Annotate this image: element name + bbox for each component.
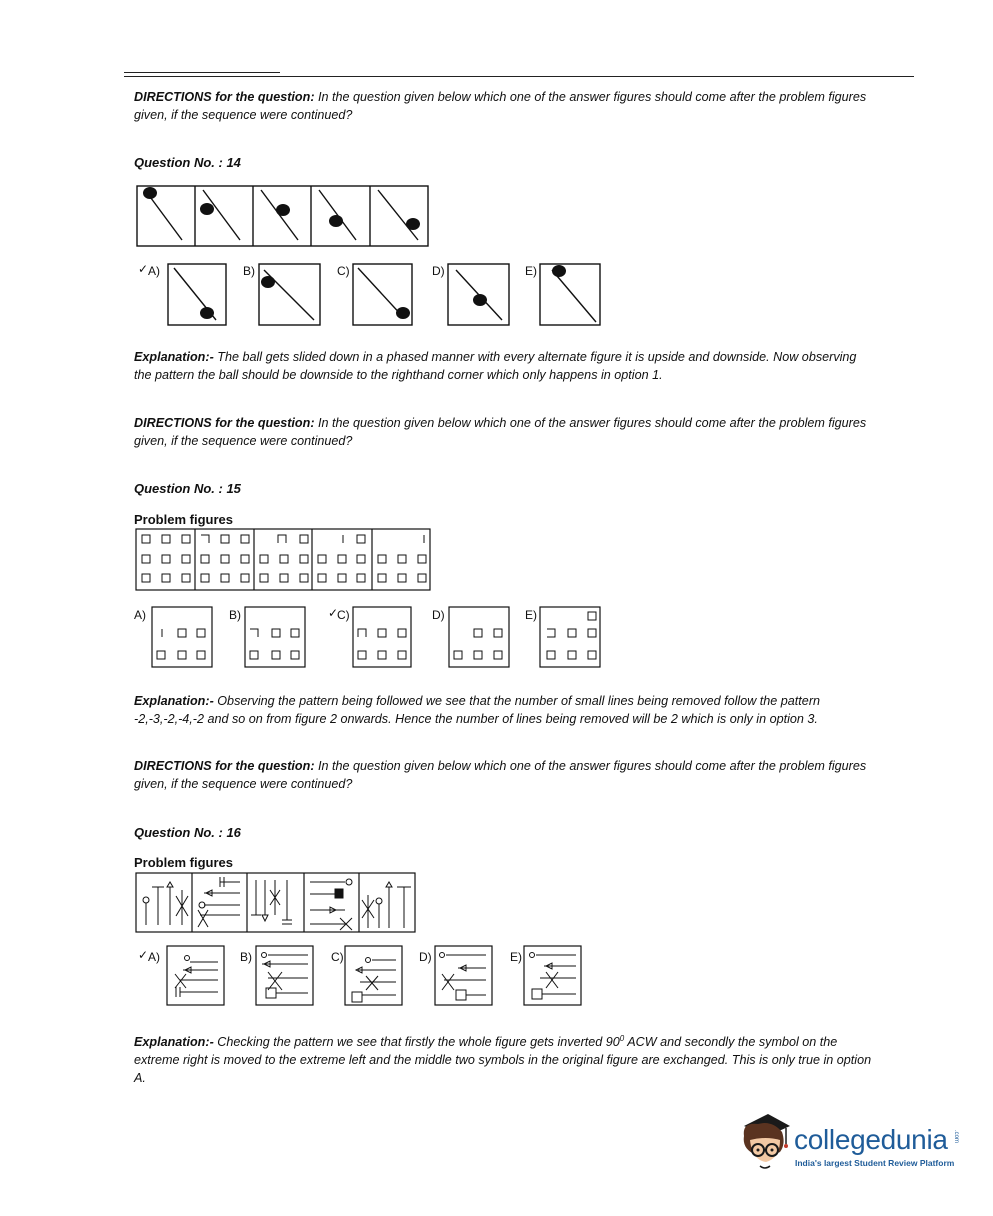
explanation-label: Explanation:-	[134, 694, 214, 708]
directions-text: In the question given below which one of the answer figures should come after the problem figures given, if the sequence were continued?	[134, 416, 867, 448]
q15-option-e-label[interactable]: E)	[525, 608, 537, 622]
logo-tagline: India's largest Student Review Platform	[795, 1158, 955, 1168]
directions-label: DIRECTIONS for the question:	[134, 416, 315, 430]
directions-label: DIRECTIONS for the question:	[134, 759, 315, 773]
q14-option-e-label[interactable]: E)	[525, 264, 537, 278]
q15-option-b-label[interactable]: B)	[229, 608, 241, 622]
q14-correct-mark: ✓	[138, 262, 149, 276]
q16-option-c-label[interactable]: C)	[331, 950, 344, 964]
q14-option-a-label[interactable]: A)	[148, 264, 160, 278]
q16-option-a-label[interactable]: A)	[148, 950, 160, 964]
directions-text: In the question given below which one of the answer figures should come after the problem figures given, if the sequence were continued?	[134, 759, 867, 791]
explanation-label: Explanation:-	[134, 350, 214, 364]
q15-correct-mark: ✓	[328, 606, 339, 620]
explanation-text: The ball gets slided down in a phased manner with every alternate figure it is upside and downside. Now observing the pattern the ball should be downside to the righthand corner which only happens in option 1.	[134, 350, 857, 382]
problem-figures-label-15: Problem figures	[134, 512, 233, 527]
logo-domain-suffix: .com	[953, 1130, 959, 1144]
directions-text: In the question given below which one of the answer figures should come after the problem figures given, if the sequence were continued?	[134, 90, 867, 122]
q15-option-a-label[interactable]: A)	[134, 608, 146, 622]
question-number-14: Question No. : 14	[134, 155, 241, 170]
explanation-label: Explanation:-	[134, 1035, 214, 1050]
explanation-text: Checking the pattern we see that firstly the whole figure gets inverted 90	[213, 1035, 620, 1050]
q15-option-d-label[interactable]: D)	[432, 608, 445, 622]
q16-option-c-figure	[345, 946, 402, 1005]
q16-correct-mark: ✓	[138, 948, 149, 962]
q14-option-d-label[interactable]: D)	[432, 264, 445, 278]
question-number-15: Question No. : 15	[134, 481, 241, 496]
explanation-text-cont: ACW and secondly the symbol on the extreme right is moved to the extreme left and the middle two symbols in the original figure are exchanged. This is only true in option A.	[134, 1035, 872, 1086]
q14-option-c-label[interactable]: C)	[337, 264, 350, 278]
collegedunia-logo-text: collegedunia	[794, 1124, 948, 1155]
q16-option-d-label[interactable]: D)	[419, 950, 432, 964]
q16-option-b-label[interactable]: B)	[240, 950, 252, 964]
collegedunia-mascot-icon	[736, 1108, 794, 1178]
question-number-16: Question No. : 16	[134, 825, 241, 840]
explanation-text: Observing the pattern being followed we see that the number of small lines being removed follow the pattern -2,-3,-2,-4,-2 and so on from figure 2 onwards. Hence the number of lines being removed will be 2 which is only in option 3.	[134, 694, 821, 726]
directions-label: DIRECTIONS for the question:	[134, 90, 315, 104]
q16-option-e-label[interactable]: E)	[510, 950, 522, 964]
q15-option-c-label[interactable]: C)	[337, 608, 350, 622]
degree-superscript: 0	[619, 1034, 625, 1043]
explanation-q16	[134, 1030, 874, 1087]
problem-figures-label-16: Problem figures	[134, 855, 233, 870]
q14-option-b-label[interactable]: B)	[243, 264, 255, 278]
